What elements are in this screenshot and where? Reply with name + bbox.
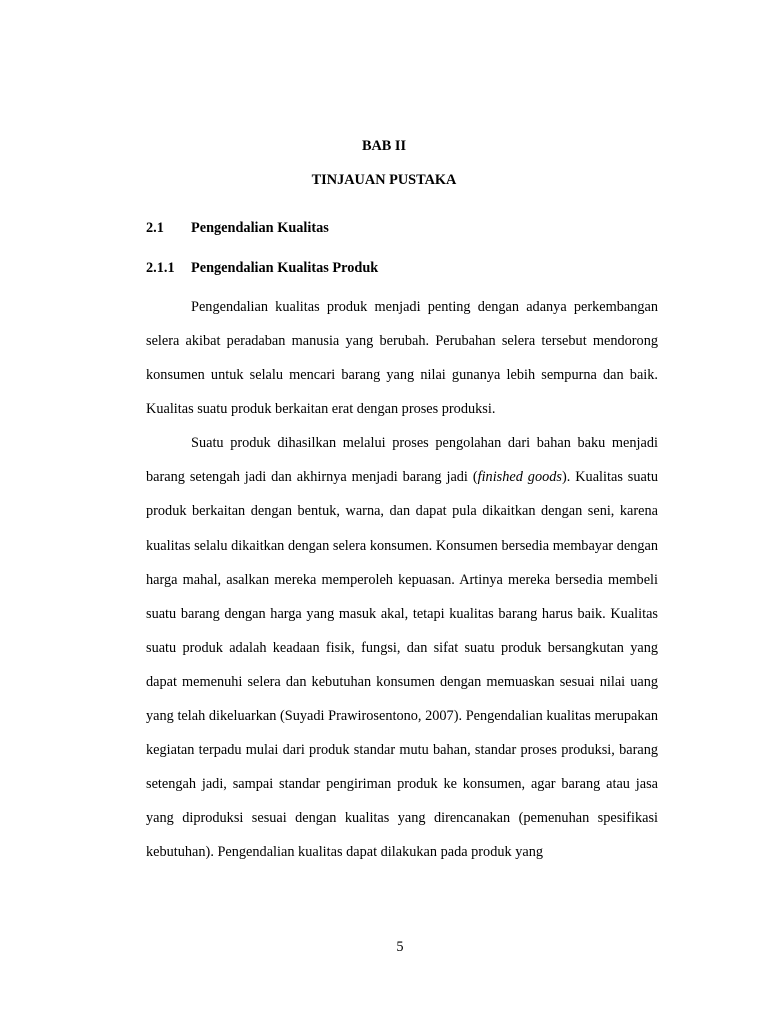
subsection-title: Pengendalian Kualitas Produk xyxy=(191,260,379,276)
chapter-label: BAB II xyxy=(361,138,407,154)
paragraph-2-text-after: ). Kualitas suatu produk berkaitan dengan bentuk, warna, dan dapat pula dikaitkan dengan seni, karena kualitas selalu dikaitkan dengan selera konsumen. Konsumen bersedia membayar dengan harga mahal, asalkan mereka memperoleh kepuasan. Artinya mereka bersedia membeli suatu barang dengan harga yang masuk akal, tetapi kualitas barang harus baik. Kualitas suatu produk adalah keadaan fisik, fungsi, dan sifat suatu produk bersangkutan yang dapat memenuhi selera dan kebutuhan konsumen dengan memuaskan sesuai nilai uang yang telah dikeluarkan (Suyadi Prawirosentono, 2007). Pengendalian kualitas merupakan kegiatan terpadu mulai dari produk standar mutu bahan, standar proses produksi, barang setengah jadi, sampai standar pengiriman produk ke konsumen, agar barang atau jasa yang diproduksi sesuai dengan kualitas yang direncanakan (pemenuhan spesifikasi kebutuhan). Pengendalian kualitas dapat dilakukan pada produk yang xyxy=(146,469,658,861)
paragraph-2-text-before: Suatu produk dihasilkan melalui proses pengolahan dari bahan baku menjadi barang setengah jadi dan akhirnya menjadi barang jadi ( xyxy=(146,435,658,486)
subsection-number: 2.1.1 xyxy=(146,260,175,276)
section-number: 2.1 xyxy=(146,220,164,236)
body-text xyxy=(146,290,658,869)
paragraph-1: Pengendalian kualitas produk menjadi penting dengan adanya perkembangan selera akibat peradaban manusia yang berubah. Perubahan selera tersebut mendorong konsumen untuk selalu mencari barang yang nilai gunanya lebih sempurna dan baik. Kualitas suatu produk berkaitan erat dengan proses produksi. xyxy=(146,299,658,418)
section-heading xyxy=(146,218,329,238)
section-title: Pengendalian Kualitas xyxy=(191,220,329,236)
subsection-heading xyxy=(146,258,378,278)
chapter-title: TINJAUAN PUSTAKA xyxy=(311,172,457,188)
paragraph-2 xyxy=(146,426,658,869)
paragraph-2-italic-term: finished goods xyxy=(477,469,562,486)
page-number: 5 xyxy=(396,939,404,955)
